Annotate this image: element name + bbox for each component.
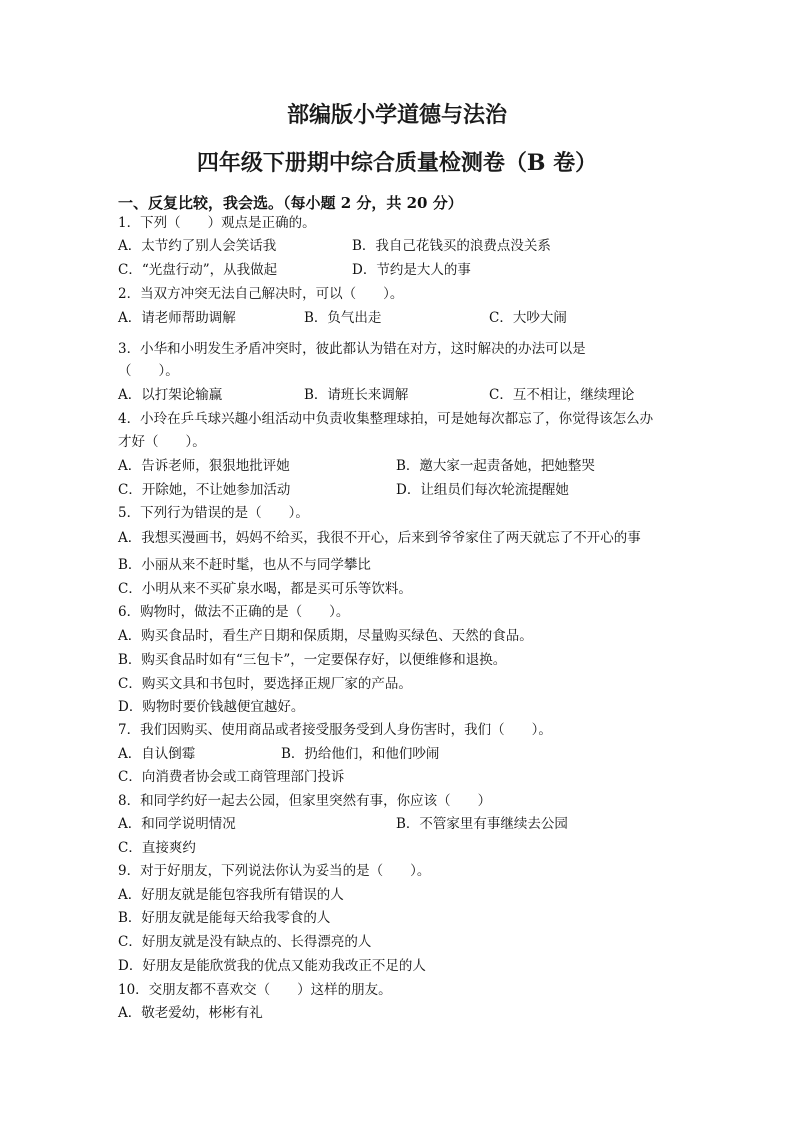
question-6-option-a: A．购买食品时，看生产日期和保质期，尽量购买绿色、天然的食品。 <box>118 628 533 644</box>
question-5-stem: 5．下列行为错误的是（ ）。 <box>118 505 309 521</box>
question-1-option-d: D．节约是大人的事 <box>352 262 471 278</box>
question-9-stem: 9．对于好朋友，下列说法你认为妥当的是（ ）。 <box>118 863 431 879</box>
question-1-option-c: C．“光盘行动”，从我做起 <box>118 262 278 278</box>
question-2-option-b: B．负气出走 <box>304 310 382 326</box>
question-7-option-a: A．自认倒霉 <box>118 746 196 762</box>
question-4-stem-cont: 才好（ ）。 <box>118 434 206 450</box>
question-3-stem-cont: （ ）。 <box>118 363 179 379</box>
page-subtitle: 四年级下册期中综合质量检测卷（B 卷） <box>196 150 598 176</box>
question-2-option-a: A．请老师帮助调解 <box>118 310 236 326</box>
question-9-option-c: C．好朋友就是没有缺点的、长得漂亮的人 <box>118 934 372 950</box>
question-4-stem: 4．小玲在乒乓球兴趣小组活动中负责收集整理球拍，可是她每次都忘了，你觉得该怎么办 <box>118 411 654 427</box>
section-heading: 一、反复比较，我会选。（每小题 2 分，共 20 分） <box>118 194 463 212</box>
question-8-stem: 8．和同学约好一起去公园，但家里突然有事，你应该（ ） <box>118 793 492 809</box>
question-9-option-a: A．好朋友就是能包容我所有错误的人 <box>118 887 344 903</box>
question-2-stem: 2．当双方冲突无法自己解决时，可以（ ）。 <box>118 286 404 302</box>
question-3-option-c: C．互不相让，继续理论 <box>489 387 635 403</box>
question-8-option-b: B．不管家里有事继续去公园 <box>396 816 568 832</box>
question-3-option-b: B．请班长来调解 <box>304 387 409 403</box>
question-8-option-a: A．和同学说明情况 <box>118 816 236 832</box>
question-7-option-c: C．向消费者协会或工商管理部门投诉 <box>118 769 345 785</box>
question-4-option-c: C．开除她，不让她参加活动 <box>118 482 291 498</box>
question-6-option-c: C．购买文具和书包时，要选择正规厂家的产品。 <box>118 676 412 692</box>
question-6-option-b: B．购买食品时如有“三包卡”，一定要保存好，以便维修和退换。 <box>118 652 507 668</box>
question-10-stem: 10．交朋友都不喜欢交（ ）这样的朋友。 <box>118 982 392 998</box>
question-5-option-c: C．小明从来不买矿泉水喝，都是买可乐等饮料。 <box>118 581 412 597</box>
question-4-option-b: B．邀大家一起责备她，把她整哭 <box>396 458 595 474</box>
question-2-option-c: C．大吵大闹 <box>489 310 567 326</box>
question-6-option-d: D．购物时要价钱越便宜越好。 <box>118 699 305 715</box>
question-4-option-a: A．告诉老师，狠狠地批评她 <box>118 458 290 474</box>
question-10-option-a: A．敬老爱幼，彬彬有礼 <box>118 1005 263 1021</box>
question-9-option-b: B．好朋友就是能每天给我零食的人 <box>118 910 331 926</box>
question-7-option-b: B．扔给他们，和他们吵闹 <box>281 746 440 762</box>
question-4-option-d: D．让组员们每次轮流提醒她 <box>396 482 569 498</box>
question-3-option-a: A．以打架论输赢 <box>118 387 223 403</box>
question-3-stem: 3．小华和小明发生矛盾冲突时，彼此都认为错在对方，这时解决的办法可以是 <box>118 341 586 357</box>
question-8-option-c: C．直接爽约 <box>118 840 196 856</box>
question-9-option-d: D．好朋友是能欣赏我的优点又能劝我改正不足的人 <box>118 958 426 974</box>
question-1-stem: 1．下列（ ）观点是正确的。 <box>118 215 316 231</box>
question-5-option-b: B．小丽从来不赶时髦，也从不与同学攀比 <box>118 557 371 573</box>
question-1-option-b: B．我自己花钱买的浪费点没关系 <box>352 238 551 254</box>
page-title: 部编版小学道德与法治 <box>286 102 507 128</box>
question-1-option-a: A．太节约了别人会笑话我 <box>118 238 277 254</box>
question-7-stem: 7．我们因购买、使用商品或者接受服务受到人身伤害时，我们（ ）。 <box>118 722 552 738</box>
question-5-option-a: A．我想买漫画书，妈妈不给买，我很不开心，后来到爷爷家住了两天就忘了不开心的事 <box>118 530 641 546</box>
question-6-stem: 6．购物时，做法不正确的是（ ）。 <box>118 604 350 620</box>
